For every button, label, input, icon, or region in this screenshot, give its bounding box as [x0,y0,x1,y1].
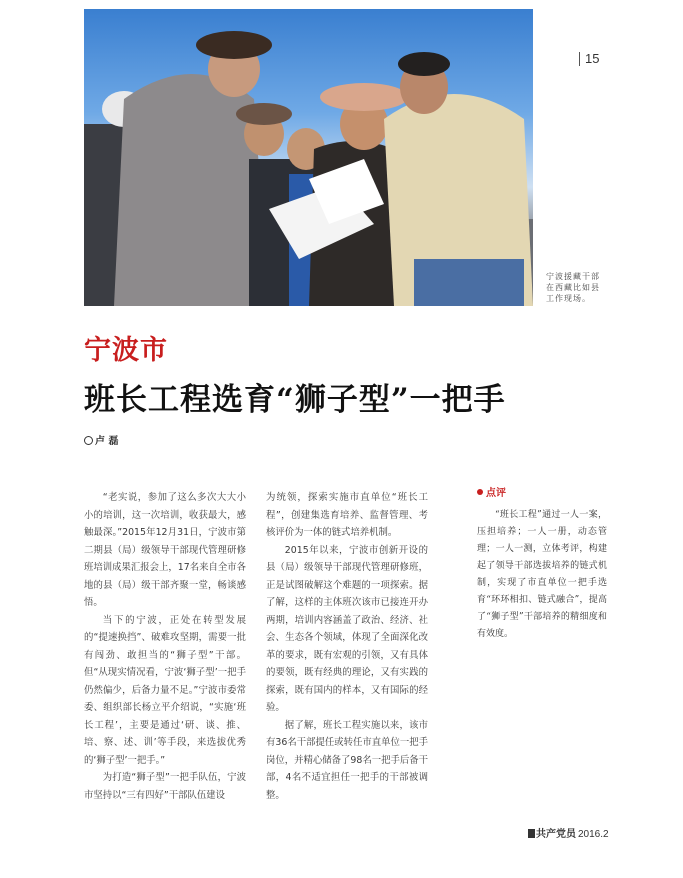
paragraph-continued: 为统领，探索实施市直单位“班长工程”，创建集选育培养、监督管理、考核评价为一体的链式培养机制。 [266,492,428,538]
paragraph: 据了解，班长工程实施以来，该市有36名干部提任或转任市直单位一把手岗位，并精心储备了98名一把手后备干部，4名不适宜担任一把手的干部被调整。 [266,719,428,801]
article-title: 班长工程选育“狮子型”一把手 [84,382,506,418]
issue-number: 2016.2 [578,829,609,840]
byline [84,432,118,447]
paragraph: 为打造“狮子型”一把手队伍，宁波市坚持以“三有四好”干部队伍建设 [84,772,246,801]
paragraph: 2015年以来，宁波市创新开设的县（局）级领导干部现代管理研修班，正是试图破解这个难题的一项探索。据了解，这样的主体班次该市已接连开办两期，培训内容涵盖了政治、经济、社会、生态各个领域，体现了全面深化改革的要求，既有宏观的引领，又有具体的要领，既有经典的理论，又有实践的探索，既有国内的样本，又有国际的经验。 [266,544,428,713]
footer [528,825,609,840]
commentary-box [477,487,607,643]
paragraph: “老实说，参加了这么多次大大小小的培训，这一次培训，收获最大，感触最深。”2015年12月31日，宁波市第二期县（局）级领导干部现代管理研修班培训成果汇报会上，17名来自全市各地的县（局）级干部齐聚一堂，畅谈感悟。 [84,492,246,608]
magazine-name: 共产党员 [536,829,576,840]
author-name: 卢 磊 [95,436,119,447]
body-column-2 [266,489,428,804]
photo-caption: 宁波援藏干部在西藏比如县工作现场。 [546,272,600,303]
body-column-1 [84,489,246,804]
photo-scene [84,9,533,306]
byline-icon [84,436,93,445]
article-photo [84,9,533,306]
paragraph: 当下的宁波，正处在转型发展的“提速换挡”、破难攻坚期，需要一批有闯劲、敢担当的“狮子型”干部。但“从现实情况看，宁波‘狮子型’一把手仍然偏少，后备力量不足。”宁波市委常委、组织部长杨立平介绍说，“实施‘班长工程’，主要是通过‘研、谈、推、培、察、述、训’等手段，来选拔优秀的‘狮子型’一把手。” [84,614,246,766]
page-number: 15 [579,52,599,66]
commentary-heading [477,487,607,501]
commentary-heading-text: 点评 [486,488,506,499]
bullet-dot-icon [477,489,483,495]
commentary-body: “班长工程”通过一人一案，压担培养；一人一册，动态管理；一人一测，立体考评，构建起了领导干部选拔培养的链式机制，实现了市直单位一把手选育“环环相扣、链式融合”，提高了“狮子型”干部培养的精细度和有效度。 [477,510,607,639]
magazine-logo-icon [528,829,535,838]
article-kicker: 宁波市 [84,335,168,366]
